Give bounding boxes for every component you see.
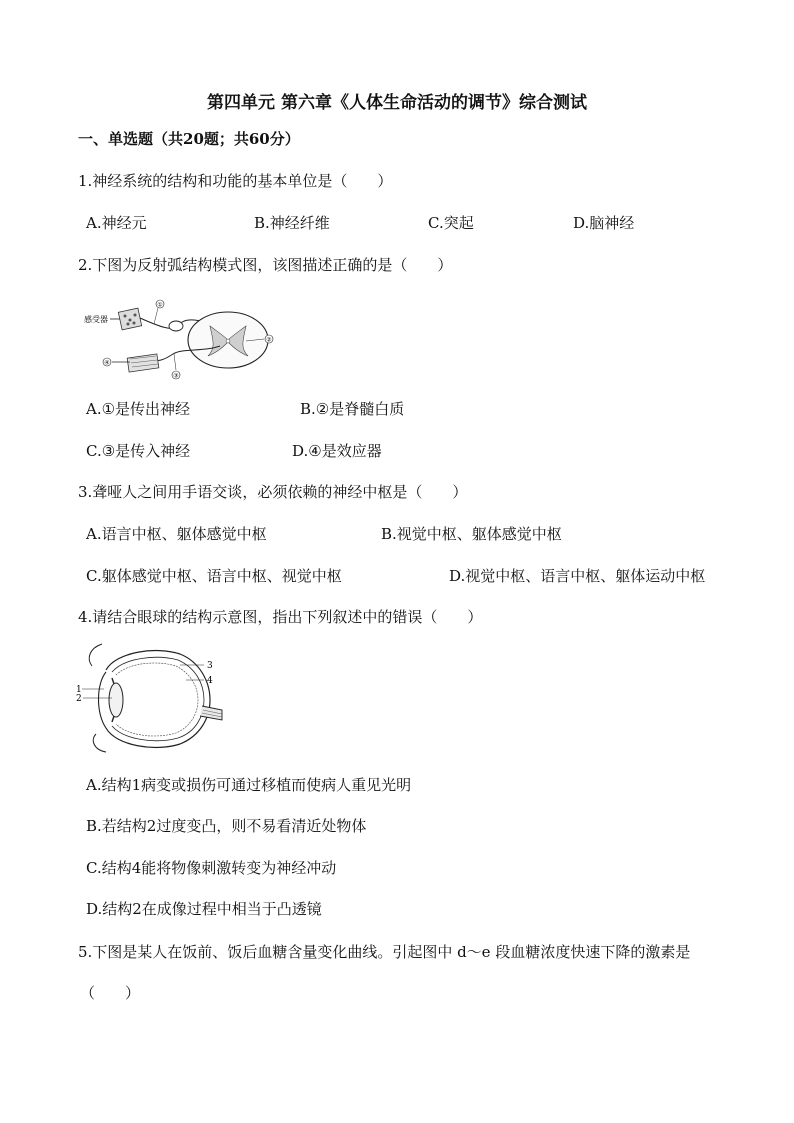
question-4-option-c: C.结构4能将物像刺激转变为神经冲动 xyxy=(86,859,337,877)
question-4-stem: 4.请结合眼球的结构示意图，指出下列叙述中的错误（ ） xyxy=(78,608,483,626)
reflex-label-4: ④ xyxy=(104,359,110,367)
eye-label-1: 1 xyxy=(76,685,82,695)
question-3-stem: 3.聋哑人之间用手语交谈，必须依赖的神经中枢是（ ） xyxy=(78,483,468,501)
question-1-option-b: B.神经纤维 xyxy=(254,214,330,232)
question-2-option-a: A.①是传出神经 xyxy=(86,400,191,418)
question-4-option-a: A.结构1病变或损伤可通过移植而使病人重见光明 xyxy=(86,776,412,794)
question-1-option-d: D.脑神经 xyxy=(573,214,635,232)
eye-label-2: 2 xyxy=(76,694,82,704)
question-1-option-a: A.神经元 xyxy=(86,214,147,232)
reflex-arc-figure xyxy=(78,296,278,382)
reflex-label-1: ① xyxy=(157,301,163,309)
eye-label-3: 3 xyxy=(207,661,213,671)
question-1-stem: 1.神经系统的结构和功能的基本单位是（ ） xyxy=(78,172,393,190)
question-2-stem: 2.下图为反射弧结构模式图，该图描述正确的是（ ） xyxy=(78,256,453,274)
question-2-option-d: D.④是效应器 xyxy=(292,442,382,460)
question-3-option-a: A.语言中枢、躯体感觉中枢 xyxy=(86,525,267,543)
question-1-option-c: C.突起 xyxy=(428,214,474,232)
question-5-answer-blank: （ ） xyxy=(80,984,141,1002)
question-4-option-d: D.结构2在成像过程中相当于凸透镜 xyxy=(86,900,322,918)
question-5-stem: 5.下图是某人在饭前、饭后血糖含量变化曲线。引起图中 d～e 段血糖浓度快速下降的激素是 xyxy=(78,943,691,961)
eyeball-figure xyxy=(76,640,224,758)
section-heading: 一、单选题（共20题；共60分） xyxy=(78,130,300,148)
question-2-option-b: B.②是脊髓白质 xyxy=(300,400,405,418)
question-3-option-b: B.视觉中枢、躯体感觉中枢 xyxy=(381,525,562,543)
page-title: 第四单元 第六章《人体生命活动的调节》综合测试 xyxy=(207,93,587,113)
question-3-option-d: D.视觉中枢、语言中枢、躯体运动中枢 xyxy=(449,567,706,585)
reflex-label-2: ② xyxy=(266,336,272,344)
reflex-label-3: ③ xyxy=(173,372,179,380)
eye-label-4: 4 xyxy=(207,676,213,686)
question-4-option-b: B.若结构2过度变凸，则不易看清近处物体 xyxy=(86,817,367,835)
reflex-label-receptor: 感受器 xyxy=(84,315,108,324)
question-3-option-c: C.躯体感觉中枢、语言中枢、视觉中枢 xyxy=(86,567,342,585)
question-2-option-c: C.③是传入神经 xyxy=(86,442,191,460)
